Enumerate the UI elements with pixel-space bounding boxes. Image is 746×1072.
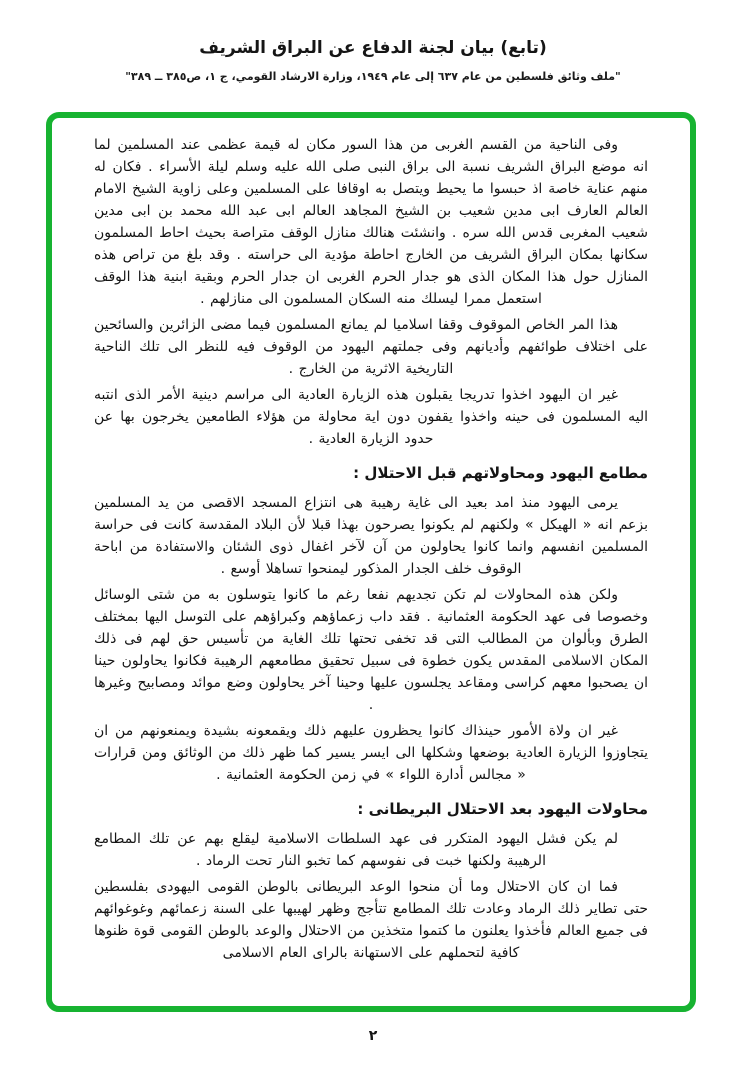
page-number: ٢ [368, 1028, 378, 1044]
green-border-frame [46, 112, 696, 1012]
paragraph-fire-under-ashes: لم يكن فشل اليهود المتكرر فى عهد السلطات الاسلامية ليقلع بهم عن تلك المطامع الرهيبة ولكنها خبت فى نفوسهم كما تخبو النار تحت الرماد . [94, 831, 618, 869]
paragraph-buraq-wall-description: وفى الناحية من القسم الغربى من هذا السور مكان له قيمة عظمى عند المسلمين لما انه موضع البراق الشريف نسبة الى براق النبى صلى الله عليه وسلم ليلة الأسراء . فكان له منهم عناية خاصة اذ حبسوا ما يحيط ويتصل به اوقافا على المسلمين وعلى زاوية الشيخ الامام العالم العارف ابى مدين شعيب بن الشيخ المجاهد العالم ابى عبد الله محمد بن ابى مدين شعيب المغربى قدس الله سره . وانشئت هنالك منازل الوقف متراصة بحيث احاط المسلمون سكانها بمكان البراق الشريف من الخارج احاطة مؤدية الى حراسته . وقد بلغ من تراص هذه المنازل حول هذا المكان الذى هو جدار الحرم الغربى ان جدار الحرم وبقية ابنية هذا الوقف استعمل ممرا ليسلك منه السكان المسلمون الى منازلهم . [94, 137, 648, 307]
paragraph-balfour-declaration: فما ان كان الاحتلال وما أن منحوا الوعد البريطانى بالوطن القومى اليهودى بفلسطين حتى تطاير ذلك الرماد وعادت تلك المطامع تتأجج وظهر لهيبها على السنة زعمائهم وغوغوائهم فى جميع العالم فأخذوا يعلنون ما كتموا متخذين من الاحتلال والوعد بالوطن القومى قوة ظنوها كافية لتحملهم على الاستهانة بالراى العام الاسلامى [94, 879, 648, 961]
paragraph-gradual-rituals: غير ان اليهود اخذوا تدريجا يقبلون هذه الزيارة العادية الى مراسم دينية الأمر الذى انتبه اليه المسلمون فى حينه واخذوا يقفون دون اية محاولة من هؤلاء الطامعين يخرجون بها عن حدود الزيارة العادية . [94, 387, 648, 447]
paragraph-waqf-passage: هذا المر الخاص الموقوف وقفا اسلاميا لم يمانع المسلمون فيما مضى الزائرين والسائحين على اختلاف طوائفهم وأديانهم وفى جملتهم اليهود من الوقوف فيه للنظر الى تلك الناحية التاريخية الاثرية من الخارج . [94, 317, 648, 377]
paragraph-temple-claim: يرمى اليهود منذ امد بعيد الى غاية رهيبة هى انتزاع المسجد الاقصى من يد المسلمين بزعم انه « الهيكل » ولكنهم لم يكونوا يصرحون بهذا قبلا لأن البلاد المقدسة كانت فى حراسة المسلمين انفسهم وانما كانوا يحاولون من آن لآخر اغفال ذوى الشئان والاستفادة من اباحة الوقوف خلف الجدار المذكور ليمنحوا تساهلا أوسع . [94, 495, 648, 577]
heading-ambitions-before-occupation: مطامع اليهود ومحاولاتهم قبل الاحتلال : [353, 464, 648, 482]
document-title: (تابع) بيان لجنة الدفاع عن البراق الشريف [199, 38, 547, 58]
document-source-citation: "ملف وثائق فلسطين من عام ٦٣٧ إلى عام ١٩٤٩، وزارة الارشاد القومي، ج ١، ص٣٨٥ ــ ٣٨٩" [125, 70, 621, 83]
paragraph-ottoman-era-attempts: ولكن هذه المحاولات لم تكن تجديهم نفعا رغم ما كانوا يتوسلون به من شتى الوسائل وخصوصا فى عهد الحكومة العثمانية . فقد داب زعماؤهم وكبراؤهم على التوسل اليها بمختلف الطرق وبألوان من المطالب التى قد تخفى تحتها تلك الغاية من تأسيس حق لهم فى ذلك المكان الاسلامى المقدس يكون خطوة فى سبيل تحقيق مطامعهم الرهيبة فكانوا يحاولون حينا ان يصحبوا معهم كراسى ومقاعد يجلسون عليها وحينا آخر يحاولون وضع موائد ومصابيح وغيرها . [94, 587, 648, 713]
paragraph-rulers-prohibition: غير ان ولاة الأمور حينذاك كانوا يحظرون عليهم ذلك ويقمعونه بشيدة ويمنعونهم من ان يتجاوزوا الزيارة العادية بوضعها وشكلها الى ايسر يسير كما ظهر ذلك من الوثائق ومن قرارات « مجالس أدارة اللواء » في زمن الحكومة العثمانية . [94, 723, 648, 783]
document-header [0, 0, 746, 83]
heading-attempts-after-british-occupation: محاولات اليهود بعد الاحتلال البريطانى : [357, 800, 648, 818]
